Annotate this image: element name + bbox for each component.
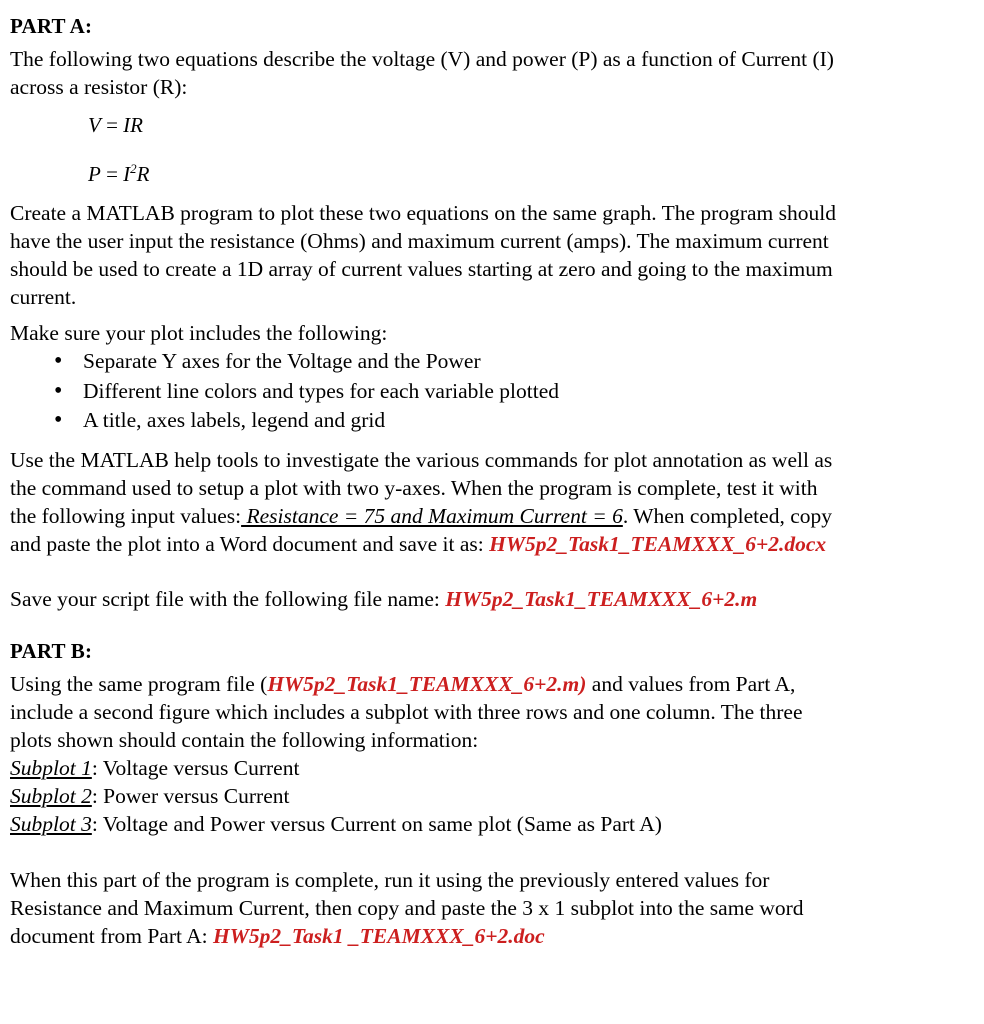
- intro-line-2: across a resistor (R):: [10, 75, 188, 99]
- save-script-line: Save your script file with the following file name: HW5p2_Task1_TEAMXXX_6+2.m: [10, 586, 758, 611]
- subplot-2-label: Subplot 2: [10, 783, 92, 808]
- use-help-paragraph: Use the MATLAB help tools to investigate the various commands for plot annotation as well as the command used to setup a plot with two y-axes. When the program is complete, test it with the following input values: Resistance = 75 and Maximum Current = 6. When completed, copy and paste the plot into a Word document and save it as: HW5p2_Task1_TEAMXXX_6+2.docx: [10, 447, 833, 556]
- program-filename: HW5p2_Task1_TEAMXXX_6+2.m): [267, 671, 587, 696]
- part-b-heading: PART B:: [10, 638, 93, 663]
- make-sure-text: Make sure your plot includes the following:: [10, 321, 388, 345]
- requirements-list: [54, 347, 975, 436]
- part-a-intro: [10, 45, 975, 101]
- script-filename: HW5p2_Task1_TEAMXXX_6+2.m: [445, 586, 758, 611]
- when-complete-paragraph: When this part of the program is complete, run it using the previously entered values for Resistance and Maximum Current, then copy and paste the 3 x 1 subplot into the same word document from Part A: HW5p2_Task1 _TEAMXXX_6+2.doc: [10, 867, 804, 948]
- part-a-heading: PART A:: [10, 14, 93, 38]
- list-item: • A title, axes labels, legend and grid: [54, 406, 975, 436]
- subplot-1-label: Subplot 1: [10, 755, 92, 780]
- test-values: Resistance = 75 and Maximum Current = 6: [241, 503, 623, 528]
- docx-filename: HW5p2_Task1_TEAMXXX_6+2.docx: [489, 531, 827, 556]
- intro-line-1: The following two equations describe the voltage (V) and power (P) as a function of Current (I): [10, 47, 834, 71]
- equation-voltage: V = IR: [88, 113, 143, 137]
- list-item: • Different line colors and types for each variable plotted: [54, 377, 975, 407]
- equation-power: $P = I^2R$: [88, 161, 150, 186]
- list-item: • Separate Y axes for the Voltage and the Power: [54, 347, 975, 377]
- create-paragraph: Create a MATLAB program to plot these two equations on the same graph. The program should have the user input the resistance (Ohms) and maximum current (amps). The maximum current should be used to create a 1D array of current values starting at zero and going to the maximum current.: [10, 201, 836, 309]
- part-b-paragraph: Using the same program file (HW5p2_Task1_TEAMXXX_6+2.m) and values from Part A, include a second figure which includes a subplot with three rows and one column. The three plots shown should contain the following information: Subplot 1: Voltage versus Current Subplot 2: Power versus Current Subplot 3: Voltage and Power versus Current on same plot (Same as Part A): [10, 671, 803, 836]
- subplot-3-label: Subplot 3: [10, 811, 92, 836]
- document-page: [10, 14, 975, 950]
- doc-filename: HW5p2_Task1 _TEAMXXX_6+2.doc: [213, 923, 545, 948]
